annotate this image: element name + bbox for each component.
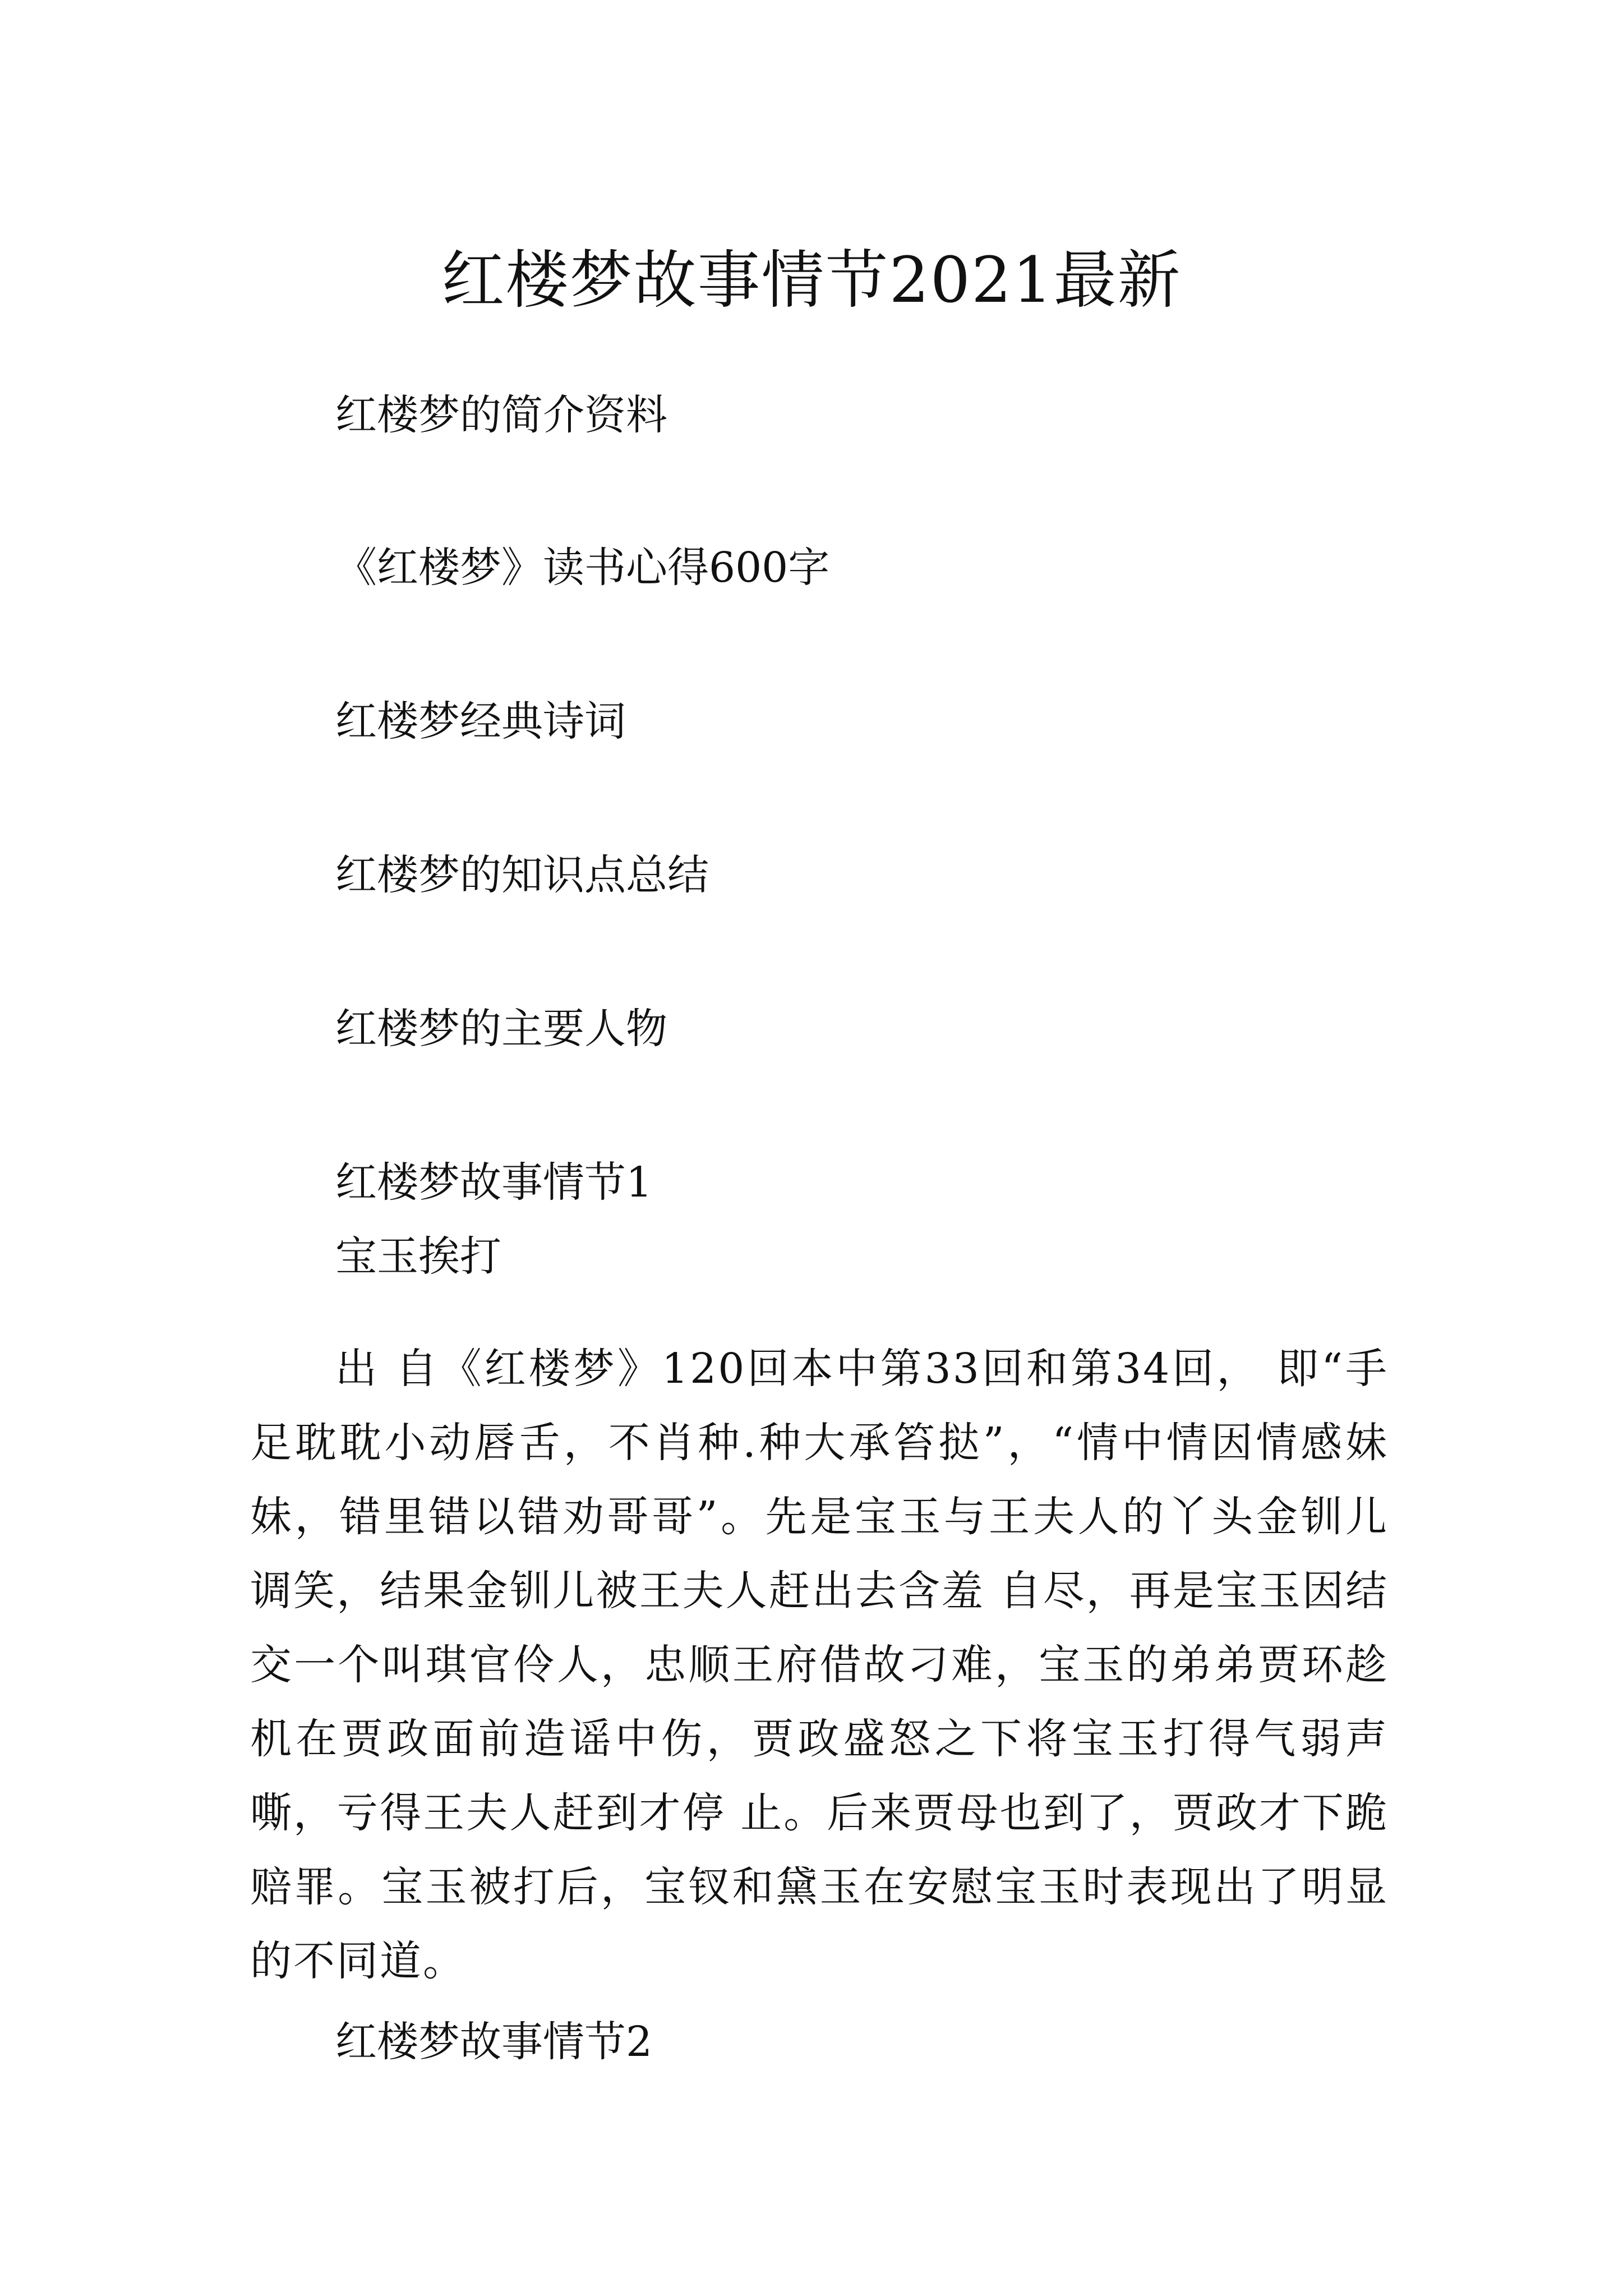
toc-item-knowledge-summary: 红楼梦的知识点总结	[335, 851, 709, 899]
toc-item-main-characters: 红楼梦的主要人物	[335, 1005, 667, 1053]
toc-item-poems: 红楼梦经典诗词	[335, 697, 626, 746]
toc-item-reading-notes: 《红楼梦》读书心得600字	[335, 544, 830, 592]
section-heading-1: 红楼梦故事情节1	[335, 1158, 653, 1207]
section-subheading-1: 宝玉挨打	[335, 1232, 501, 1281]
section-heading-2: 红楼梦故事情节2	[335, 2018, 653, 2066]
document-title: 红楼梦故事情节2021最新	[441, 244, 1182, 318]
toc-item-intro: 红楼梦的简介资料	[335, 391, 667, 439]
body-paragraph-1: 出 自《红楼梦》120回本中第33回和第34回， 即“手足耽耽小动唇舌，不肖种.种大承笞挞”，“情中情因情感妹妹，错里错以错劝哥哥”。先是宝玉与王夫人的丫头金钏儿调笑，结果金钏儿被王夫人赶出去含羞 自尽，再是宝玉因结交一个叫琪官伶人，忠顺王府借故刁难，宝玉的弟弟贾环趁机在贾政面前造谣中伤，贾政盛怒之下将宝玉打得气弱声嘶，亏得王夫人赶到才停 止。后来贾母也到了，贾政才下跪赔罪。宝玉被打后，宝钗和黛玉在安慰宝玉时表现出了明显的不同道。	[250, 1345, 1389, 1985]
